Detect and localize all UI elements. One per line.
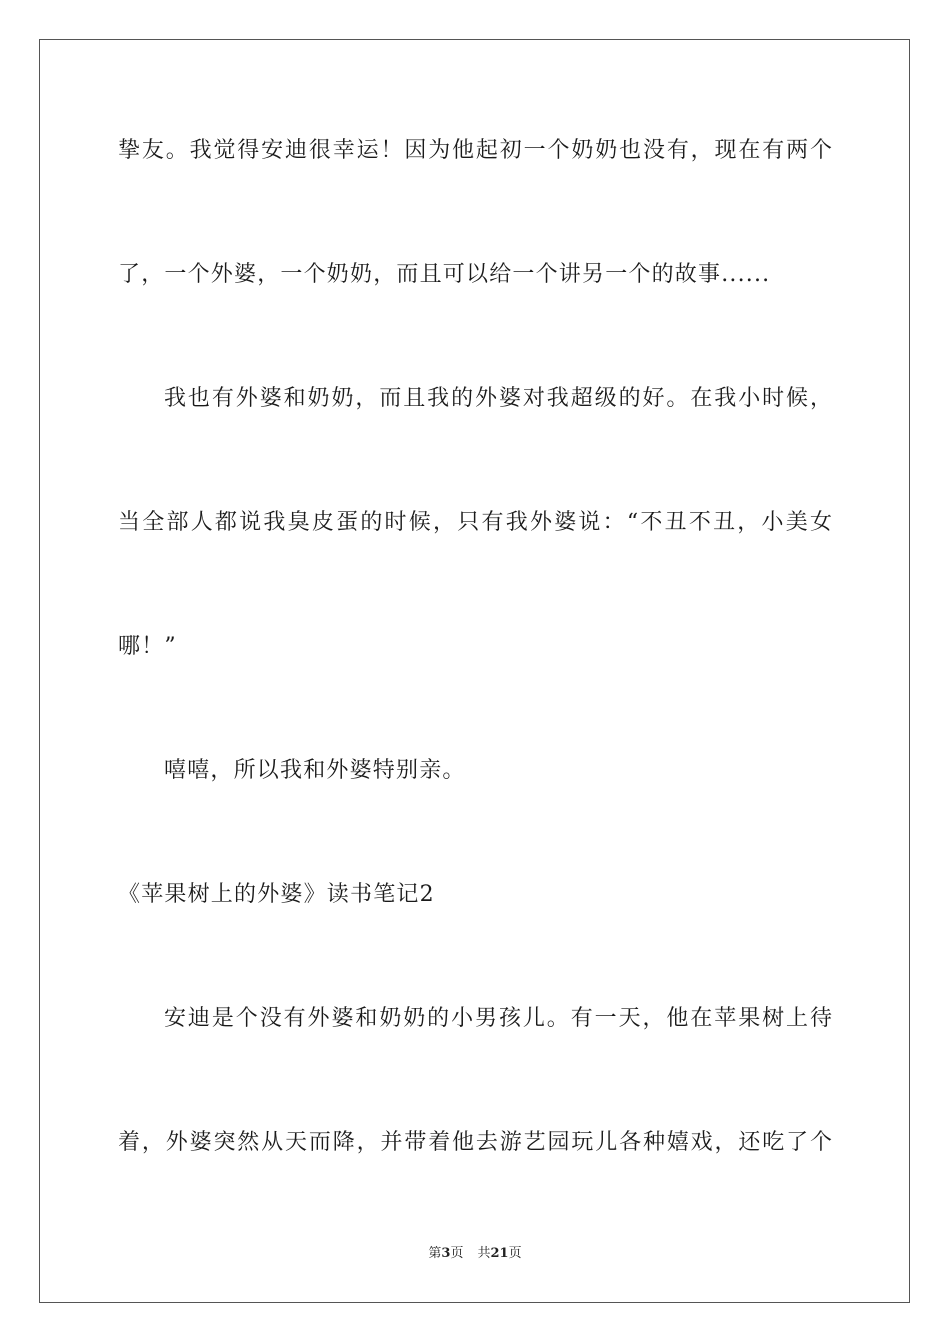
footer-page-number: 3 — [441, 1246, 451, 1261]
text-line-1: 挚友。我觉得安迪很幸运！因为他起初一个奶奶也没有，现在有两个 — [118, 138, 832, 163]
text-line-3: 我也有外婆和奶奶，而且我的外婆对我超级的好。在我小时候， — [164, 386, 832, 411]
page-footer — [0, 1245, 950, 1263]
text-line-8: 安迪是个没有外婆和奶奶的小男孩儿。有一天，他在苹果树上待 — [164, 1006, 832, 1031]
text-line-9: 着，外婆突然从天而降，并带着他去游艺园玩儿各种嬉戏，还吃了个 — [118, 1130, 832, 1155]
text-line-4: 当全部人都说我臭皮蛋的时候，只有我外婆说：“不丑不丑，小美女 — [118, 510, 832, 535]
footer-page-prefix: 第 — [428, 1246, 442, 1261]
footer-total-suffix: 页 — [508, 1246, 522, 1261]
section-heading: 《苹果树上的外婆》读书笔记2 — [118, 882, 435, 907]
text-line-6: 嘻嘻，所以我和外婆特别亲。 — [164, 758, 466, 783]
page-frame — [39, 39, 910, 1303]
footer-total-prefix: 共 — [477, 1246, 491, 1261]
footer-page-suffix: 页 — [450, 1246, 464, 1261]
text-line-2: 了，一个外婆，一个奶奶，而且可以给一个讲另一个的故事...... — [118, 262, 771, 287]
footer-total-number: 21 — [490, 1246, 509, 1261]
text-line-5: 哪！” — [118, 634, 177, 659]
